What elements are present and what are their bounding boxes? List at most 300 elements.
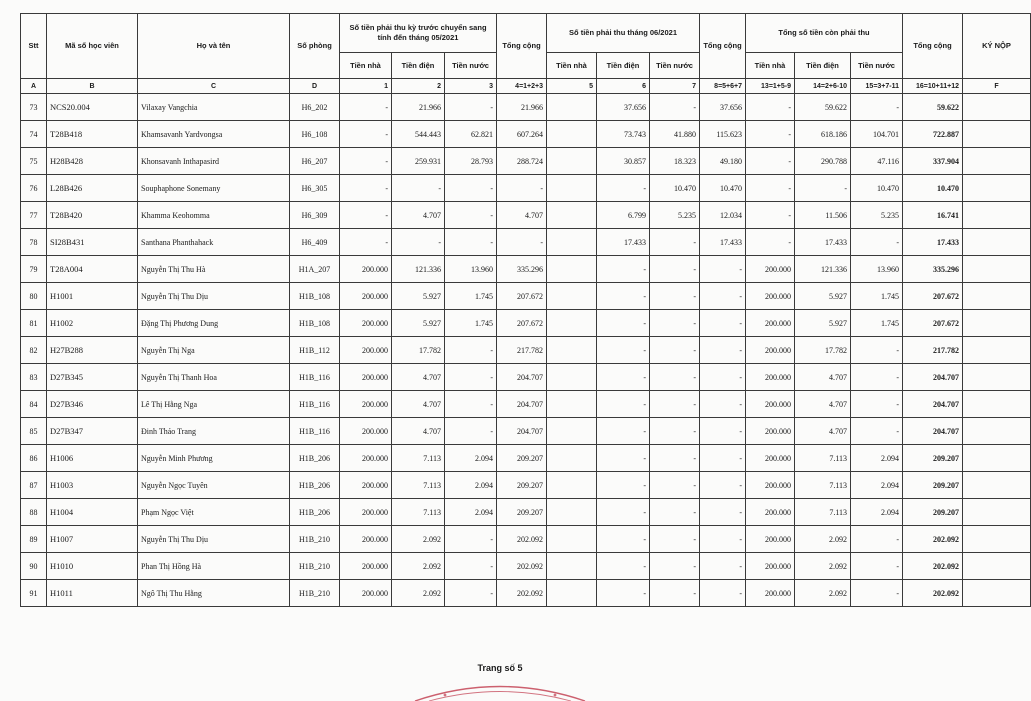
cell-remain-electricity: 59.622 <box>795 94 851 121</box>
table-row <box>21 310 1031 337</box>
cell-room: H1B_210 <box>290 526 340 553</box>
column-code-prev-water: 3 <box>445 79 497 94</box>
table-row <box>21 256 1031 283</box>
cell-signature <box>963 499 1031 526</box>
cell-room: H1B_116 <box>290 391 340 418</box>
cell-jun-electricity: - <box>597 175 650 202</box>
cell-remain-total: 202.092 <box>903 526 963 553</box>
cell-jun-electricity: - <box>597 445 650 472</box>
cell-prev-total: 204.707 <box>497 391 547 418</box>
column-code-jun-total: 8=5+6+7 <box>700 79 746 94</box>
cell-prev-electricity: 121.336 <box>392 256 445 283</box>
cell-remain-water: - <box>851 337 903 364</box>
sub-header-water: Tiền nước <box>851 53 903 79</box>
cell-prev-total: 204.707 <box>497 418 547 445</box>
column-code-signature: F <box>963 79 1031 94</box>
cell-signature <box>963 418 1031 445</box>
cell-full-name: Ngô Thị Thu Hằng <box>138 580 290 607</box>
cell-jun-water: 5.235 <box>650 202 700 229</box>
cell-jun-total: - <box>700 283 746 310</box>
cell-jun-water: - <box>650 283 700 310</box>
cell-full-name: Đặng Thị Phương Dung <box>138 310 290 337</box>
cell-jun-housing <box>547 580 597 607</box>
cell-prev-electricity: 544.443 <box>392 121 445 148</box>
cell-jun-housing <box>547 283 597 310</box>
cell-prev-water: - <box>445 175 497 202</box>
cell-jun-total: - <box>700 472 746 499</box>
cell-jun-housing <box>547 553 597 580</box>
cell-room: H1B_108 <box>290 283 340 310</box>
cell-remain-water: - <box>851 94 903 121</box>
cell-room: H1B_210 <box>290 580 340 607</box>
table-row <box>21 499 1031 526</box>
cell-remain-water: 1.745 <box>851 283 903 310</box>
cell-student-id: H1006 <box>47 445 138 472</box>
cell-remain-electricity: 2.092 <box>795 553 851 580</box>
cell-remain-water: 10.470 <box>851 175 903 202</box>
cell-prev-total: 217.782 <box>497 337 547 364</box>
cell-jun-total: 12.034 <box>700 202 746 229</box>
cell-jun-water: - <box>650 418 700 445</box>
cell-stt: 75 <box>21 148 47 175</box>
cell-prev-electricity: 2.092 <box>392 526 445 553</box>
cell-jun-water: - <box>650 580 700 607</box>
cell-jun-electricity: 73.743 <box>597 121 650 148</box>
cell-prev-housing: - <box>340 148 392 175</box>
cell-remain-housing: - <box>746 175 795 202</box>
cell-prev-electricity: 2.092 <box>392 580 445 607</box>
col-header-room: Số phòng <box>290 14 340 79</box>
cell-prev-water: 2.094 <box>445 472 497 499</box>
cell-signature <box>963 310 1031 337</box>
cell-prev-total: 209.207 <box>497 472 547 499</box>
cell-jun-electricity: - <box>597 526 650 553</box>
col-header-full-name: Họ và tên <box>138 14 290 79</box>
table-row <box>21 94 1031 121</box>
column-code-prev-housing: 1 <box>340 79 392 94</box>
table-row <box>21 148 1031 175</box>
cell-jun-total: - <box>700 364 746 391</box>
cell-remain-electricity: 290.788 <box>795 148 851 175</box>
sub-header-electricity: Tiền điện <box>795 53 851 79</box>
cell-remain-housing: - <box>746 229 795 256</box>
cell-remain-housing: 200.000 <box>746 526 795 553</box>
cell-jun-housing <box>547 202 597 229</box>
cell-jun-total: 115.623 <box>700 121 746 148</box>
table-row <box>21 229 1031 256</box>
cell-signature <box>963 229 1031 256</box>
cell-remain-housing: 200.000 <box>746 553 795 580</box>
cell-prev-total: - <box>497 229 547 256</box>
cell-prev-housing: 200.000 <box>340 364 392 391</box>
cell-student-id: H1010 <box>47 553 138 580</box>
cell-remain-total: 59.622 <box>903 94 963 121</box>
cell-signature <box>963 526 1031 553</box>
column-code-remain-water: 15=3+7-11 <box>851 79 903 94</box>
cell-student-id: H1002 <box>47 310 138 337</box>
cell-remain-total: 209.207 <box>903 499 963 526</box>
cell-prev-housing: 200.000 <box>340 526 392 553</box>
cell-remain-electricity: 618.186 <box>795 121 851 148</box>
cell-jun-housing <box>547 391 597 418</box>
cell-jun-housing <box>547 418 597 445</box>
cell-remain-housing: 200.000 <box>746 283 795 310</box>
cell-jun-electricity: - <box>597 472 650 499</box>
cell-remain-total: 722.887 <box>903 121 963 148</box>
cell-full-name: Phan Thị Hồng Hà <box>138 553 290 580</box>
cell-prev-water: - <box>445 418 497 445</box>
cell-prev-electricity: 259.931 <box>392 148 445 175</box>
cell-signature <box>963 472 1031 499</box>
cell-stt: 83 <box>21 364 47 391</box>
cell-jun-total: - <box>700 337 746 364</box>
cell-remain-total: 204.707 <box>903 391 963 418</box>
cell-full-name: Khamma Keohomma <box>138 202 290 229</box>
table-row <box>21 337 1031 364</box>
cell-full-name: Nguyễn Ngọc Tuyên <box>138 472 290 499</box>
cell-prev-electricity: 4.707 <box>392 391 445 418</box>
cell-remain-water: - <box>851 229 903 256</box>
cell-prev-housing: 200.000 <box>340 445 392 472</box>
col-header-signature: KÝ NỘP <box>963 14 1031 79</box>
cell-remain-housing: 200.000 <box>746 472 795 499</box>
cell-stt: 73 <box>21 94 47 121</box>
cell-stt: 89 <box>21 526 47 553</box>
cell-jun-water: - <box>650 256 700 283</box>
cell-jun-total: 17.433 <box>700 229 746 256</box>
cell-jun-water: - <box>650 94 700 121</box>
cell-remain-electricity: 5.927 <box>795 283 851 310</box>
cell-jun-total: - <box>700 256 746 283</box>
cell-full-name: Khamsavanh Yardvongsa <box>138 121 290 148</box>
group-header-previous-period: Số tiền phải thu kỳ trước chuyển sang tính đến tháng 05/2021 <box>340 14 497 53</box>
cell-jun-water: 18.323 <box>650 148 700 175</box>
group-header-remaining: Tổng số tiền còn phải thu <box>746 14 903 53</box>
cell-room: H6_409 <box>290 229 340 256</box>
cell-jun-water: - <box>650 553 700 580</box>
cell-stt: 87 <box>21 472 47 499</box>
cell-room: H1B_206 <box>290 445 340 472</box>
cell-jun-housing <box>547 472 597 499</box>
fee-table <box>20 13 1031 607</box>
table-row <box>21 445 1031 472</box>
column-code-prev-total: 4=1+2+3 <box>497 79 547 94</box>
cell-full-name: Phạm Ngọc Việt <box>138 499 290 526</box>
cell-signature <box>963 580 1031 607</box>
cell-remain-water: - <box>851 364 903 391</box>
cell-stt: 76 <box>21 175 47 202</box>
cell-prev-housing: 200.000 <box>340 553 392 580</box>
cell-remain-total: 17.433 <box>903 229 963 256</box>
cell-student-id: H28B428 <box>47 148 138 175</box>
cell-jun-water: - <box>650 229 700 256</box>
cell-student-id: L28B426 <box>47 175 138 202</box>
cell-stt: 90 <box>21 553 47 580</box>
cell-signature <box>963 391 1031 418</box>
cell-remain-total: 335.296 <box>903 256 963 283</box>
cell-prev-water: 62.821 <box>445 121 497 148</box>
cell-stt: 82 <box>21 337 47 364</box>
cell-remain-housing: 200.000 <box>746 445 795 472</box>
cell-signature <box>963 148 1031 175</box>
cell-jun-water: - <box>650 499 700 526</box>
cell-stt: 81 <box>21 310 47 337</box>
cell-full-name: Vilaxay Vangchia <box>138 94 290 121</box>
cell-prev-water: - <box>445 202 497 229</box>
cell-jun-housing <box>547 526 597 553</box>
cell-remain-electricity: 121.336 <box>795 256 851 283</box>
cell-student-id: T28B418 <box>47 121 138 148</box>
cell-stt: 84 <box>21 391 47 418</box>
cell-remain-water: 2.094 <box>851 499 903 526</box>
cell-room: H6_202 <box>290 94 340 121</box>
table-row <box>21 202 1031 229</box>
cell-remain-electricity: 4.707 <box>795 391 851 418</box>
cell-prev-electricity: - <box>392 229 445 256</box>
cell-jun-electricity: 6.799 <box>597 202 650 229</box>
cell-prev-electricity: 5.927 <box>392 310 445 337</box>
cell-prev-housing: - <box>340 229 392 256</box>
column-code-jun-electricity: 6 <box>597 79 650 94</box>
cell-prev-water: 1.745 <box>445 310 497 337</box>
cell-remain-water: - <box>851 526 903 553</box>
cell-jun-electricity: 37.656 <box>597 94 650 121</box>
cell-remain-water: 5.235 <box>851 202 903 229</box>
cell-prev-total: 202.092 <box>497 580 547 607</box>
cell-prev-water: - <box>445 391 497 418</box>
cell-jun-water: - <box>650 526 700 553</box>
cell-remain-housing: - <box>746 94 795 121</box>
cell-jun-housing <box>547 94 597 121</box>
cell-jun-electricity: - <box>597 256 650 283</box>
cell-jun-total: - <box>700 553 746 580</box>
column-code-room: D <box>290 79 340 94</box>
cell-full-name: Nguyễn Thị Thu Hà <box>138 256 290 283</box>
cell-jun-electricity: 17.433 <box>597 229 650 256</box>
cell-prev-water: - <box>445 337 497 364</box>
cell-prev-total: 207.672 <box>497 310 547 337</box>
cell-remain-total: 217.782 <box>903 337 963 364</box>
cell-jun-total: 49.180 <box>700 148 746 175</box>
cell-student-id: NCS20.004 <box>47 94 138 121</box>
cell-room: H6_108 <box>290 121 340 148</box>
cell-remain-housing: 200.000 <box>746 391 795 418</box>
cell-jun-water: - <box>650 445 700 472</box>
cell-prev-electricity: 17.782 <box>392 337 445 364</box>
cell-prev-electricity: 21.966 <box>392 94 445 121</box>
sub-header-water: Tiền nước <box>650 53 700 79</box>
table-row <box>21 553 1031 580</box>
col-header-stt: Stt <box>21 14 47 79</box>
cell-prev-total: 202.092 <box>497 526 547 553</box>
cell-signature <box>963 202 1031 229</box>
sub-header-housing: Tiền nhà <box>547 53 597 79</box>
cell-prev-electricity: - <box>392 175 445 202</box>
cell-prev-total: 4.707 <box>497 202 547 229</box>
table-row <box>21 418 1031 445</box>
cell-jun-total: 37.656 <box>700 94 746 121</box>
column-code-row <box>21 79 1031 94</box>
cell-full-name: Khonsavanh Inthapasird <box>138 148 290 175</box>
cell-signature <box>963 283 1031 310</box>
cell-prev-electricity: 4.707 <box>392 418 445 445</box>
cell-jun-water: - <box>650 472 700 499</box>
cell-prev-housing: 200.000 <box>340 283 392 310</box>
cell-remain-housing: 200.000 <box>746 499 795 526</box>
cell-jun-water: 10.470 <box>650 175 700 202</box>
cell-jun-water: 41.880 <box>650 121 700 148</box>
cell-jun-electricity: - <box>597 553 650 580</box>
cell-remain-electricity: 7.113 <box>795 499 851 526</box>
table-row <box>21 472 1031 499</box>
cell-remain-water: 104.701 <box>851 121 903 148</box>
cell-remain-housing: 200.000 <box>746 364 795 391</box>
red-seal-stamp <box>405 680 595 701</box>
cell-prev-housing: 200.000 <box>340 580 392 607</box>
column-code-remain-total: 16=10+11+12 <box>903 79 963 94</box>
cell-room: H1B_108 <box>290 310 340 337</box>
cell-stt: 78 <box>21 229 47 256</box>
cell-prev-housing: 200.000 <box>340 256 392 283</box>
cell-prev-housing: 200.000 <box>340 418 392 445</box>
cell-prev-water: - <box>445 526 497 553</box>
cell-jun-electricity: - <box>597 337 650 364</box>
column-code-remain-electricity: 14=2+6-10 <box>795 79 851 94</box>
cell-room: H1B_116 <box>290 364 340 391</box>
cell-jun-electricity: - <box>597 580 650 607</box>
cell-room: H1B_206 <box>290 499 340 526</box>
cell-remain-electricity: 17.433 <box>795 229 851 256</box>
cell-remain-total: 337.904 <box>903 148 963 175</box>
cell-remain-water: - <box>851 418 903 445</box>
cell-prev-water: 13.960 <box>445 256 497 283</box>
cell-full-name: Đinh Thảo Trang <box>138 418 290 445</box>
cell-prev-housing: - <box>340 202 392 229</box>
cell-signature <box>963 553 1031 580</box>
cell-room: H6_207 <box>290 148 340 175</box>
cell-remain-total: 16.741 <box>903 202 963 229</box>
cell-jun-total: - <box>700 418 746 445</box>
cell-student-id: H1001 <box>47 283 138 310</box>
cell-jun-total: - <box>700 526 746 553</box>
cell-remain-water: 47.116 <box>851 148 903 175</box>
cell-prev-housing: - <box>340 94 392 121</box>
cell-remain-total: 207.672 <box>903 310 963 337</box>
table-row <box>21 580 1031 607</box>
cell-prev-electricity: 7.113 <box>392 499 445 526</box>
cell-jun-total: - <box>700 445 746 472</box>
cell-remain-total: 209.207 <box>903 472 963 499</box>
cell-jun-water: - <box>650 364 700 391</box>
cell-full-name: Nguyễn Thị Thu Dịu <box>138 283 290 310</box>
cell-jun-water: - <box>650 391 700 418</box>
cell-remain-electricity: 5.927 <box>795 310 851 337</box>
cell-remain-total: 204.707 <box>903 364 963 391</box>
cell-full-name: Nguyễn Thị Nga <box>138 337 290 364</box>
cell-prev-water: - <box>445 229 497 256</box>
cell-jun-housing <box>547 256 597 283</box>
sub-header-electricity: Tiền điện <box>597 53 650 79</box>
cell-room: H1A_207 <box>290 256 340 283</box>
cell-remain-housing: 200.000 <box>746 310 795 337</box>
cell-room: H6_309 <box>290 202 340 229</box>
cell-remain-housing: 200.000 <box>746 580 795 607</box>
cell-remain-water: 1.745 <box>851 310 903 337</box>
col-header-student-id: Mã số học viên <box>47 14 138 79</box>
cell-room: H1B_210 <box>290 553 340 580</box>
cell-remain-housing: 200.000 <box>746 418 795 445</box>
cell-remain-electricity: 4.707 <box>795 418 851 445</box>
cell-jun-electricity: - <box>597 418 650 445</box>
cell-jun-water: - <box>650 310 700 337</box>
cell-student-id: T28A004 <box>47 256 138 283</box>
cell-jun-total: - <box>700 499 746 526</box>
cell-remain-electricity: 17.782 <box>795 337 851 364</box>
cell-jun-housing <box>547 310 597 337</box>
cell-remain-total: 207.672 <box>903 283 963 310</box>
cell-jun-housing <box>547 229 597 256</box>
cell-remain-water: - <box>851 553 903 580</box>
cell-stt: 85 <box>21 418 47 445</box>
cell-prev-housing: 200.000 <box>340 499 392 526</box>
cell-remain-electricity: - <box>795 175 851 202</box>
cell-prev-electricity: 4.707 <box>392 364 445 391</box>
cell-prev-water: 1.745 <box>445 283 497 310</box>
cell-jun-electricity: - <box>597 499 650 526</box>
cell-jun-housing <box>547 148 597 175</box>
cell-prev-water: 2.094 <box>445 499 497 526</box>
cell-remain-electricity: 7.113 <box>795 445 851 472</box>
column-code-student-id: B <box>47 79 138 94</box>
cell-prev-total: 288.724 <box>497 148 547 175</box>
cell-remain-housing: - <box>746 148 795 175</box>
cell-jun-housing <box>547 364 597 391</box>
table-row <box>21 283 1031 310</box>
cell-room: H1B_112 <box>290 337 340 364</box>
column-code-full-name: C <box>138 79 290 94</box>
cell-prev-water: - <box>445 580 497 607</box>
cell-prev-electricity: 2.092 <box>392 553 445 580</box>
cell-remain-electricity: 2.092 <box>795 580 851 607</box>
cell-stt: 86 <box>21 445 47 472</box>
cell-remain-housing: - <box>746 121 795 148</box>
cell-prev-total: 207.672 <box>497 283 547 310</box>
column-code-jun-water: 7 <box>650 79 700 94</box>
table-row <box>21 121 1031 148</box>
table-row <box>21 391 1031 418</box>
cell-stt: 91 <box>21 580 47 607</box>
cell-signature <box>963 175 1031 202</box>
cell-student-id: D27B346 <box>47 391 138 418</box>
column-code-stt: A <box>21 79 47 94</box>
cell-jun-total: 10.470 <box>700 175 746 202</box>
cell-student-id: H1004 <box>47 499 138 526</box>
cell-jun-electricity: - <box>597 283 650 310</box>
cell-remain-electricity: 11.506 <box>795 202 851 229</box>
cell-stt: 88 <box>21 499 47 526</box>
cell-student-id: D27B347 <box>47 418 138 445</box>
sub-header-housing: Tiền nhà <box>340 53 392 79</box>
cell-stt: 80 <box>21 283 47 310</box>
cell-signature <box>963 445 1031 472</box>
cell-full-name: Souphaphone Sonemany <box>138 175 290 202</box>
cell-remain-total: 202.092 <box>903 553 963 580</box>
cell-remain-electricity: 4.707 <box>795 364 851 391</box>
cell-prev-housing: 200.000 <box>340 472 392 499</box>
table-row <box>21 526 1031 553</box>
cell-prev-water: - <box>445 94 497 121</box>
cell-jun-electricity: - <box>597 391 650 418</box>
